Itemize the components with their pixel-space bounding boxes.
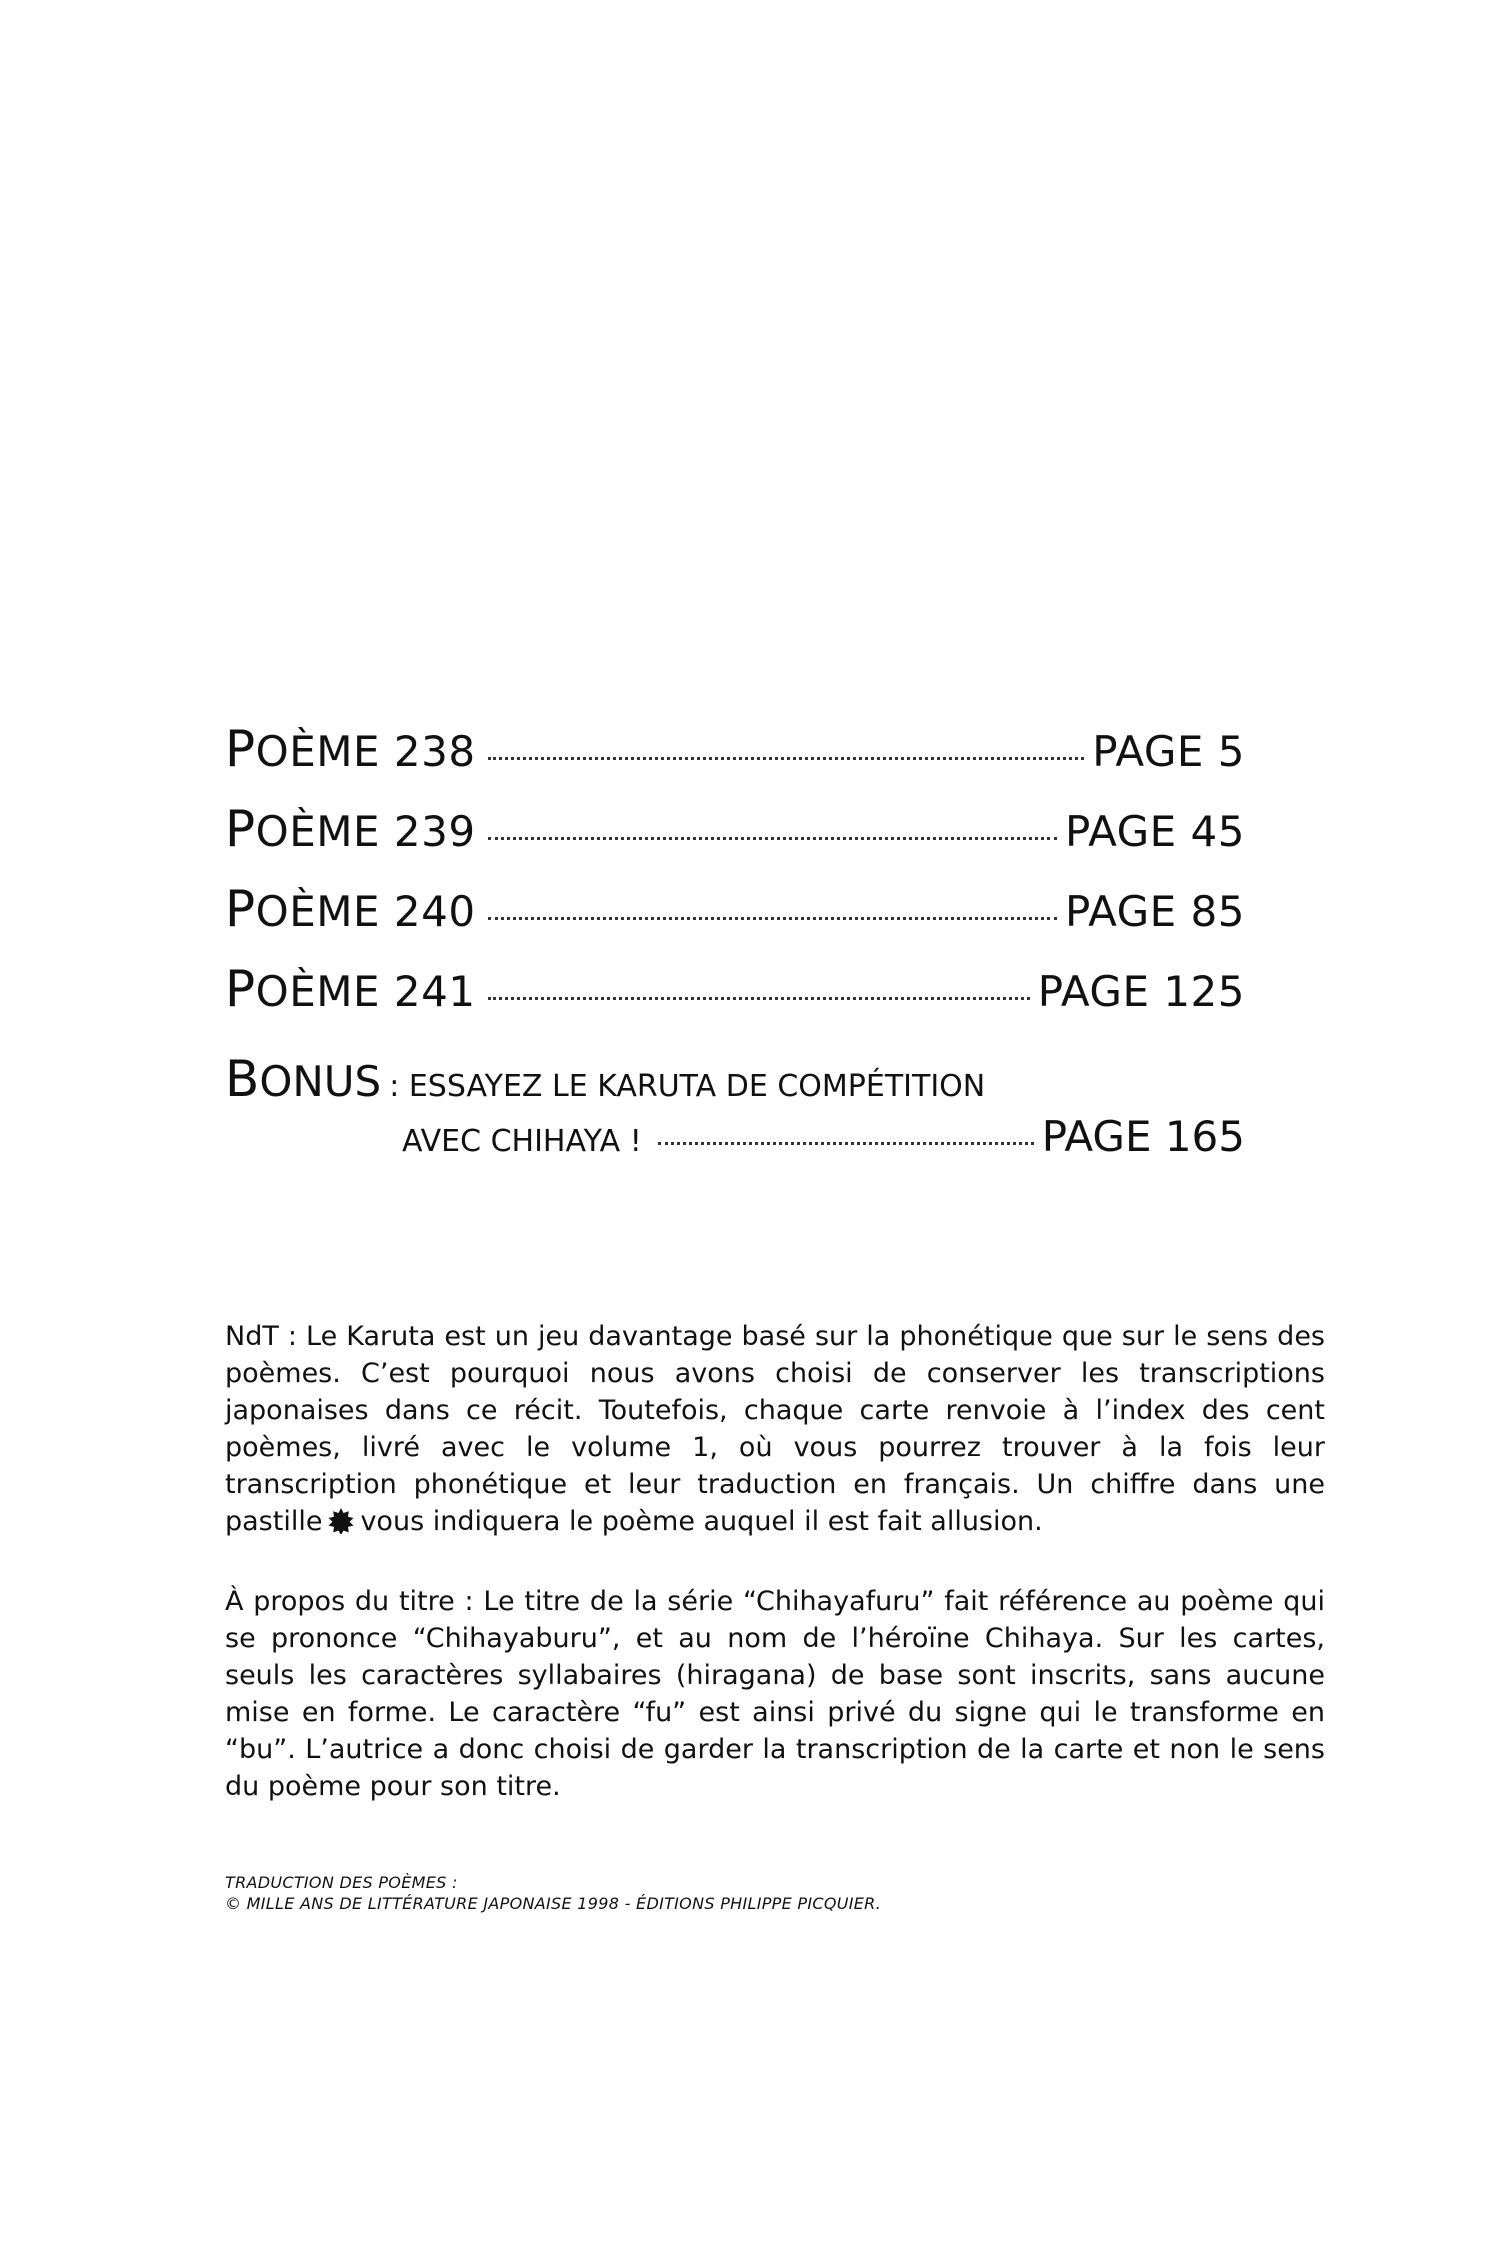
translator-note-text-end: vous indiquera le poème auquel il est fait allusion. [360,1506,1043,1537]
toc-entry-title: POÈME 241 [225,960,476,1018]
toc-entry-page: PAGE 165 [1041,1112,1245,1161]
toc-entry-page: PAGE 5 [1092,727,1245,776]
table-of-contents [225,720,1245,1174]
dot-leader [488,837,1057,840]
pastille-icon [328,1508,354,1534]
dot-leader [488,997,1030,1000]
credits-line-1: TRADUCTION DES POÈMES : [225,1873,458,1892]
toc-entry-page: PAGE 45 [1064,807,1245,856]
toc-entry-title: POÈME 238 [225,720,476,778]
translator-note-text: NdT : Le Karuta est un jeu davantage basé sur la phonétique que sur le sens des poèmes. C’est pourquoi nous avons choisi de conserver les transcriptions japonaises dans ce récit. Toutefois, chaque carte renvoie à l’index des cent poèmes, livré avec le volume 1, où vous pourrez trouver à la fois leur transcription phonétique et leur traduction en français. Un chiffre dans une pastille [225,1321,1325,1537]
title-note: À propos du titre : Le titre de la série “Chihayafuru” fait référence au poème qui se prononce “Chihayaburu”, et au nom de l’héroïne Chihaya. Sur les cartes, seuls les caractères syllabaires (hiragana) de base sont inscrits, sans aucune mise en forme. Le caractère “fu” est ainsi privé du signe qui le transforme en “bu”. L’autrice a donc choisi de garder la transcription de la carte et non le sens du poème pour son titre. [225,1586,1325,1802]
toc-bonus-title: BONUS [225,1050,382,1108]
toc-entry-title: POÈME 239 [225,800,476,858]
toc-entry-title: POÈME 240 [225,880,476,938]
toc-bonus-entry-line2[interactable] [225,1112,1245,1174]
translator-note [225,1318,1325,1540]
dot-leader [658,1142,1034,1145]
toc-entry[interactable] [225,800,1245,880]
poem-translation-credits [225,1872,881,1914]
toc-entry[interactable] [225,960,1245,1040]
toc-entry[interactable] [225,720,1245,800]
credits-line-2: © MILLE ANS DE LITTÉRATURE JAPONAISE 1998 - ÉDITIONS PHILIPPE PICQUIER. [225,1894,881,1913]
dot-leader [488,917,1057,920]
toc-bonus-entry[interactable] [225,1050,1245,1112]
toc-entry[interactable] [225,880,1245,960]
dot-leader [488,757,1085,760]
toc-bonus-subtitle: : ESSAYEZ LE KARUTA DE COMPÉTITION [389,1069,986,1104]
toc-bonus-subtitle-continued: AVEC CHIHAYA ! [402,1124,642,1159]
toc-entry-page: PAGE 125 [1037,967,1245,1016]
toc-entry-page: PAGE 85 [1064,887,1245,936]
